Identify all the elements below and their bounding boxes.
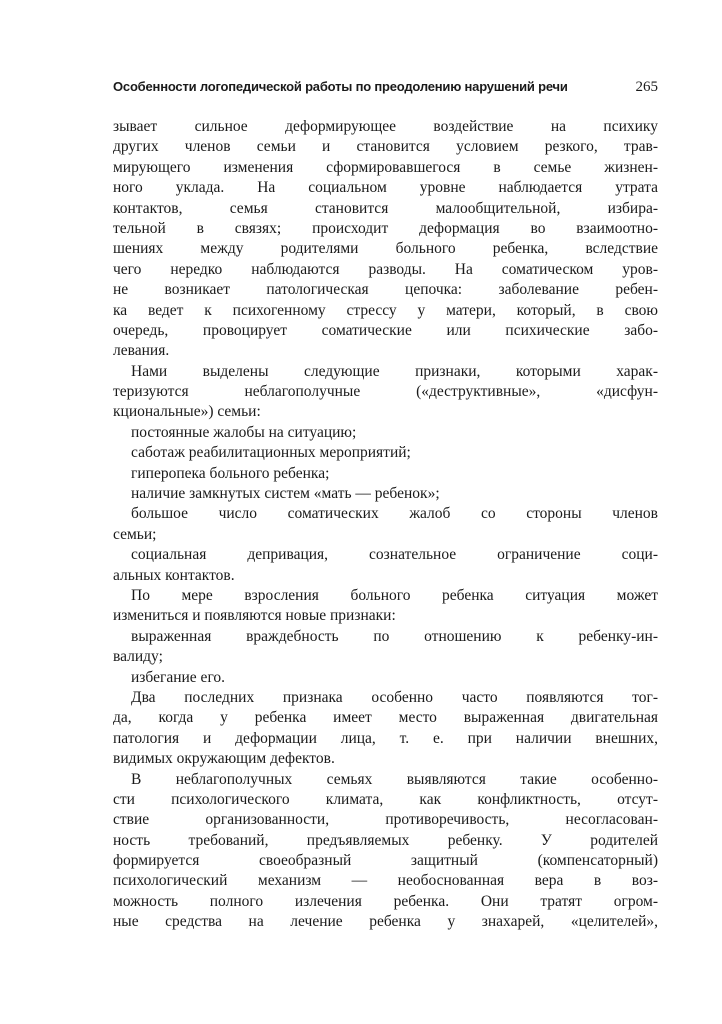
text-line: гиперопека больного ребенка; (131, 464, 330, 482)
text-line: кциональные») семьи: (113, 403, 261, 421)
text-line: постоянные жалобы на ситуацию; (131, 423, 357, 441)
text-line: левания. (113, 342, 170, 360)
page-number: 265 (635, 79, 658, 95)
text-line: ность требований, предъявляемых ребенку. У родителей (113, 831, 658, 849)
running-head (113, 79, 658, 96)
text-line: наличие замкнутых систем «мать — ребенок»; (131, 485, 440, 503)
text-line: избегание его. (131, 668, 226, 686)
body-text (113, 117, 658, 933)
book-page (113, 0, 658, 1024)
text-line: контактов, семья становится малообщительной, избира- (113, 199, 658, 217)
text-line: ные средства на лечение ребенка у знахарей, «целителей», (113, 913, 658, 931)
text-line: очередь, провоцирует соматические или психические забо- (113, 321, 658, 339)
text-line: можность полного излечения ребенка. Они тратят огром- (113, 892, 658, 910)
text-line: сти психологического климата, как конфликтность, отсут- (113, 790, 658, 808)
text-line: Два последних признака особенно часто появляются тог- (131, 688, 658, 706)
text-line: формируется своеобразный защитный (компенсаторный) (113, 852, 658, 870)
text-line: В неблагополучных семьях выявляются такие особенно- (131, 770, 658, 788)
text-line: теризуются неблагополучные («деструктивные», «дисфун- (113, 383, 658, 401)
text-line: да, когда у ребенка имеет место выраженная двигательная (113, 709, 658, 727)
text-line: социальная депривация, сознательное ограничение соци- (131, 546, 658, 564)
text-line: семьи; (113, 525, 157, 543)
text-line: ка ведет к психогенному стрессу у матери, который, в свою (113, 301, 658, 319)
text-line: тельной в связях; происходит деформация во взаимоотно- (113, 219, 658, 237)
text-line: мирующего изменения сформировавшегося в семье жизнен- (113, 158, 658, 176)
running-title: Особенности логопедической работы по преодолению нарушений речи (113, 79, 568, 94)
text-line: психологический механизм — необоснованная вера в воз- (113, 872, 658, 890)
text-line: саботаж реабилитационных мероприятий; (131, 444, 411, 462)
text-line: ствие организованности, противоречивость, несогласован- (113, 811, 658, 829)
text-line: зывает сильное деформирующее воздействие на психику (113, 118, 658, 135)
text-line: валиду; (113, 648, 163, 666)
text-line: чего нередко наблюдаются разводы. На соматическом уров- (113, 260, 658, 278)
text-line: других членов семьи и становится условием резкого, трав- (113, 138, 658, 156)
text-line: Нами выделены следующие признаки, которыми харак- (131, 362, 658, 380)
text-line: не возникает патологическая цепочка: заболевание ребен- (113, 281, 658, 299)
text-line: видимых окружающим дефектов. (113, 750, 335, 768)
text-line: альных контактов. (113, 566, 235, 584)
text-line: измениться и появляются новые признаки: (113, 607, 396, 625)
text-line: выраженная враждебность по отношению к ребенку-ин- (131, 627, 658, 645)
text-line: шениях между родителями больного ребенка, вследствие (113, 240, 658, 258)
text-line: большое число соматических жалоб со стороны членов (131, 505, 658, 523)
text-line: ного уклада. На социальном уровне наблюдается утрата (113, 179, 658, 197)
text-line: патология и деформации лица, т. е. при наличии внешних, (113, 729, 658, 747)
text-line: По мере взросления больного ребенка ситуация может (131, 586, 658, 604)
